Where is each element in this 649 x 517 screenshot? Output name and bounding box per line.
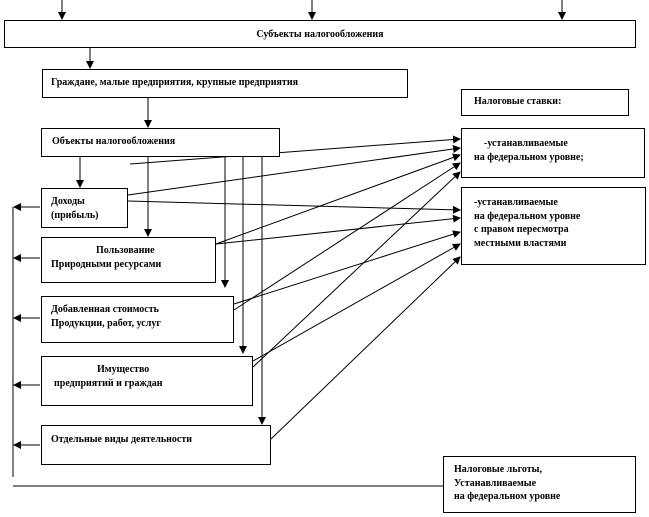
- activities-label: Отдельные виды деятельности: [51, 434, 193, 445]
- activities-box: [41, 425, 271, 465]
- income-box: [41, 188, 128, 228]
- property-label-line-1: Имущество: [97, 364, 150, 375]
- resources-label-line-2: Природными ресурсами: [51, 258, 162, 270]
- federal-rates-line-1: -устанавливаемые: [484, 138, 568, 149]
- federal-local-rates-line-1: -устанавливаемые: [474, 197, 558, 208]
- resources-label-line-1: Пользование: [96, 245, 155, 256]
- federal-local-rates-line-4: местными властями: [474, 237, 567, 249]
- property-box: [41, 356, 253, 406]
- arrow-property-federal: [253, 172, 460, 367]
- subjects-label: Субъекты налогообложения: [256, 29, 384, 40]
- tax-benefits-box: [443, 456, 636, 513]
- value-added-label-line-1: Добавленная стоимость: [51, 304, 159, 315]
- payers-label: Граждане, малые предприятия, крупные предприятия: [51, 77, 298, 88]
- federal-rates-box: [461, 128, 645, 178]
- tax-rates-title-box: [461, 89, 629, 116]
- tax-benefits-line-2: Устанавливаемые: [454, 477, 537, 489]
- federal-local-rates-box: [461, 187, 646, 265]
- arrow-income-local: [128, 201, 460, 210]
- federal-local-rates-line-2: на федеральном уровне: [474, 210, 581, 222]
- arrow-property-local: [253, 244, 460, 361]
- arrow-value-added-federal: [234, 163, 460, 310]
- objects-box: [41, 128, 280, 157]
- federal-rates-line-2: на федеральном уровне;: [474, 151, 584, 163]
- arrow-activities-local: [271, 257, 460, 439]
- federal-local-rates-line-3: с правом пересмотра: [474, 224, 569, 235]
- income-label-line-1: Доходы: [51, 196, 85, 207]
- income-label-line-2: (прибыль): [51, 209, 99, 221]
- subjects-box: [4, 20, 636, 48]
- tax-rates-title-label: Налоговые ставки:: [474, 96, 562, 107]
- value-added-label-line-2: Продукции, работ, услуг: [51, 317, 161, 329]
- arrow-value-added-local: [234, 232, 460, 304]
- value-added-box: [41, 296, 234, 343]
- property-label-line-2: предприятий и граждан: [54, 377, 163, 389]
- payers-box: [42, 69, 408, 98]
- tax-benefits-line-1: Налоговые льготы,: [454, 464, 542, 475]
- objects-label: Объекты налогообложения: [52, 136, 176, 147]
- natural-resources-box: [41, 237, 216, 283]
- tax-benefits-line-3: на федеральном уровне: [454, 491, 561, 502]
